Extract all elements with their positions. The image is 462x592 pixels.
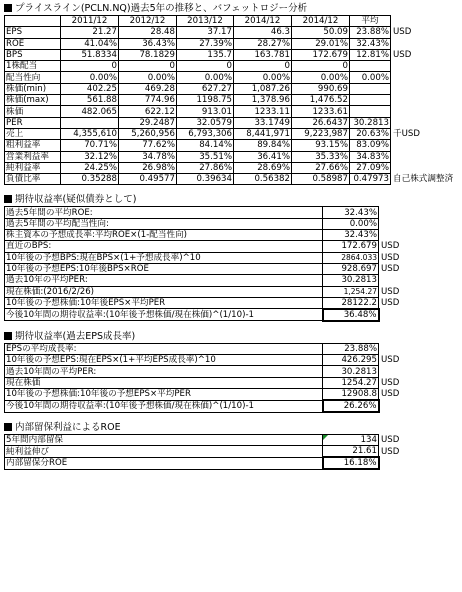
header-cell: 2014/12 [292,16,350,27]
square-bullet-icon [4,423,12,431]
main-table-body [5,27,455,185]
unit-label [379,457,439,469]
row-value: 32.43% [323,207,379,218]
unit-label [391,106,455,117]
table-cell: 0.58987 [292,174,350,185]
unit-label [379,275,439,286]
table-row [5,400,439,412]
unit-label: USD [381,264,400,275]
row-label: 純利益伸び [5,446,323,458]
row-label: 株主資本の予想成長率:平均ROE×(1-配当性向) [5,230,323,241]
row-label: 内部留保分ROE [5,457,323,469]
table-cell: 0 [61,61,119,72]
table-row [5,286,439,297]
table-row [5,128,455,139]
unit-label [391,38,455,49]
table-cell: 26.6437 [292,117,350,128]
table-cell: 36.43% [119,38,177,49]
table-cell: 469.28 [119,83,177,94]
unit-label [379,207,439,218]
unit-label [391,162,455,173]
table-cell: 622.12 [119,106,177,117]
unit-label [391,61,455,72]
table-cell: 5,260,956 [119,128,177,139]
table-cell: 28.69% [234,162,292,173]
table-cell: 1,087.26 [234,83,292,94]
table-cell: 32.43% [350,38,391,49]
row-label: BPS [5,49,61,60]
table-cell: 482.065 [61,106,119,117]
unit-label [379,366,439,377]
row-value: 1254.27 [323,377,379,388]
table-cell: 34.83% [350,151,391,162]
table-cell: 83.09% [350,140,391,151]
table-cell: 9,223,987 [292,128,350,139]
unit-label [391,140,455,151]
table-cell: 0.00% [119,72,177,83]
unit-label: USD [381,252,400,263]
row-label: 10年後の予想株価:10年後の予想EPS×平均PER [5,389,323,401]
unit-label [391,72,455,83]
table-row [5,366,439,377]
table-cell: 28.27% [234,38,292,49]
table-row [5,207,439,218]
table-cell: 135.7 [177,49,234,60]
unit-label [391,95,455,106]
table-cell [350,95,391,106]
table-cell: 1233.61 [292,106,350,117]
table-cell [61,117,119,128]
row-label: 純利益率 [5,162,61,173]
section4-title: 内部留保利益によるROE [4,421,460,434]
row-value: 21.61 [323,446,379,458]
table-cell: 24.25% [61,162,119,173]
table-cell [350,106,391,117]
table-cell: 26.98% [119,162,177,173]
table-cell: 32.0579 [177,117,234,128]
unit-label: USD [393,50,412,61]
table-row [5,241,439,252]
table-cell: 402.25 [61,83,119,94]
table-row [5,95,455,106]
row-value: 36.48% [323,309,379,321]
table-cell: 12.81% [350,49,391,60]
table-cell: 37.17 [177,27,234,38]
table-cell: 0.00% [234,72,292,83]
row-label: 過去10年間の平均PER: [5,366,323,377]
table-row [5,38,455,49]
table-row [5,162,455,173]
table-cell: 23.88% [350,27,391,38]
table-row [5,377,439,388]
square-bullet-icon [4,332,12,340]
unit-label [379,343,439,354]
table-row [5,389,439,401]
table-cell: 84.14% [177,140,234,151]
section3-title: 期待収益率(過去EPS成長率) [4,330,460,343]
unit-label: USD [393,27,412,38]
section4-table [4,434,439,470]
unit-label: 千USD [393,129,420,140]
row-label: 今後10年間の期待収益率:(10年後予想株価/現在株価)^(1/10)-1 [5,309,323,321]
table-row [5,83,455,94]
table-row [5,343,439,354]
table-cell: 70.71% [61,140,119,151]
row-label: 売上 [5,128,61,139]
table-row [5,457,439,469]
table-cell: 30.2813 [350,117,391,128]
row-value: 26.26% [323,400,379,412]
table-row [5,446,439,458]
row-label: 過去10年の平均PER: [5,275,323,286]
row-value: 134 [323,435,379,446]
table-row [5,252,439,263]
row-label: ROE [5,38,61,49]
row-label: 1株配当 [5,61,61,72]
unit-label [379,230,439,241]
table-cell: 163.781 [234,49,292,60]
header-cell: 2013/12 [177,16,234,27]
row-label: 10年後の予想EPS:現在EPS×(1+平均EPS成長率)^10 [5,355,323,366]
table-cell: 28.48 [119,27,177,38]
unit-label: USD [381,446,400,457]
row-label: 株価(max) [5,95,61,106]
table-cell: 77.62% [119,140,177,151]
table-cell: 27.86% [177,162,234,173]
table-row [5,106,455,117]
table-row [5,140,455,151]
row-label: 株価(min) [5,83,61,94]
table-cell: 1,378.96 [234,95,292,106]
row-value: 1,254.27 [323,286,379,297]
unit-label: USD [381,241,400,252]
row-label: 株価 [5,106,61,117]
row-label: EPS [5,27,61,38]
unit-label [379,400,439,412]
table-cell: 0.00% [61,72,119,83]
unit-label: USD [381,286,400,297]
row-label: 今後10年間の期待収益率:(10年後予想株価/現在株価)^(1/10)-1 [5,400,323,412]
table-cell: 627.27 [177,83,234,94]
unit-label [391,83,455,94]
row-label: 現在株価 [5,377,323,388]
table-cell: 561.88 [61,95,119,106]
table-row [5,49,455,60]
row-label: 配当性向 [5,72,61,83]
table-cell: 1,476.52 [292,95,350,106]
table-cell: 34.78% [119,151,177,162]
row-label: 負債比率 [5,174,61,185]
unit-label: USD [381,355,400,366]
table-cell: 29.01% [292,38,350,49]
table-cell: 51.8334 [61,49,119,60]
section2-table [4,206,439,321]
row-value: 172.679 [323,241,379,252]
table-cell: 990.69 [292,83,350,94]
table-row [5,355,439,366]
unit-label [379,218,439,229]
table-cell: 172.679 [292,49,350,60]
table-cell: 41.04% [61,38,119,49]
row-label: 10年後の予想株価:10年後EPS×平均PER [5,297,323,309]
row-value: 12908.8 [323,389,379,401]
table-cell: 20.63% [350,128,391,139]
table-cell: 27.66% [292,162,350,173]
table-cell: 0.49577 [119,174,177,185]
row-value: 30.2813 [323,275,379,286]
table-cell: 0.00% [292,72,350,83]
table-row [5,151,455,162]
table-cell: 0.47973 [350,174,391,185]
square-bullet-icon [4,195,12,203]
section2-title: 期待収益率(疑似債券として) [4,193,460,206]
table-cell: 21.27 [61,27,119,38]
table-cell: 0.39634 [177,174,234,185]
row-label: 過去5年間の平均ROE: [5,207,323,218]
table-cell [350,83,391,94]
table-cell: 29.2487 [119,117,177,128]
table-cell [350,61,391,72]
table-cell: 774.96 [119,95,177,106]
row-value: 426.295 [323,355,379,366]
table-cell: 0 [119,61,177,72]
row-value: 28122.2 [323,297,379,309]
table-cell: 27.09% [350,162,391,173]
row-label: 直近のBPS: [5,241,323,252]
table-row [5,435,439,446]
unit-label: USD [381,435,400,446]
row-value: 30.2813 [323,366,379,377]
header-cell: 2014/12 [234,16,292,27]
table-cell: 32.12% [61,151,119,162]
row-label: 10年後の予想BPS:現在BPS×(1+予想成長率)^10 [5,252,323,263]
table-cell: 8,441,971 [234,128,292,139]
table-cell: 0.00% [177,72,234,83]
unit-label: USD [381,389,400,400]
table-row [5,297,439,309]
row-value: 23.88% [323,343,379,354]
table-cell: 78.1829 [119,49,177,60]
table-cell: 89.84% [234,140,292,151]
table-cell: 1233.11 [234,106,292,117]
table-cell: 0 [234,61,292,72]
row-value: 928.697 [323,263,379,274]
row-label: PER [5,117,61,128]
table-cell: 33.1749 [234,117,292,128]
header-cell: 平均 [350,16,391,27]
table-cell: 6,793,306 [177,128,234,139]
row-value: 2864.033 [323,252,379,263]
table-cell: 913.01 [177,106,234,117]
table-row [5,263,439,274]
section3-table [4,343,439,413]
table-cell: 1198.75 [177,95,234,106]
table-cell: 4,355,610 [61,128,119,139]
unit-label: 自己株式調整済 [393,174,454,185]
table-row [5,72,455,83]
square-bullet-icon [4,4,12,12]
table-row [5,230,439,241]
unit-label: USD [381,377,400,388]
unit-label: USD [381,298,400,309]
row-label: 5年間内部留保 [5,435,323,446]
table-cell: 27.39% [177,38,234,49]
header-cell [5,16,61,27]
table-cell: 0 [177,61,234,72]
table-row [5,174,455,185]
table-cell: 50.09 [292,27,350,38]
table-row [5,27,455,38]
table-row [5,61,455,72]
table-cell: 36.41% [234,151,292,162]
table-cell: 93.15% [292,140,350,151]
row-label: 現在株価:(2016/2/26) [5,286,323,297]
table-row [5,117,455,128]
table-cell: 35.33% [292,151,350,162]
row-value: 0.00% [323,218,379,229]
row-label: EPSの平均成長率: [5,343,323,354]
row-value: 32.43% [323,230,379,241]
table-cell: 0 [292,61,350,72]
table-cell: 46.3 [234,27,292,38]
header-cell: 2012/12 [119,16,177,27]
row-label: 10年後の予想EPS:10年後BPS×ROE [5,263,323,274]
header-cell: 2011/12 [61,16,119,27]
main-table-header [5,16,455,27]
table-row [5,309,439,321]
table-cell: 0.56382 [234,174,292,185]
table-row [5,218,439,229]
table-cell: 35.51% [177,151,234,162]
table-row [5,275,439,286]
table-cell: 0.00% [350,72,391,83]
unit-label [391,117,455,128]
row-value: 16.18% [323,457,379,469]
main-table [4,15,455,185]
row-label: 営業利益率 [5,151,61,162]
unit-label [379,309,439,321]
table-cell: 0.35288 [61,174,119,185]
unit-label [391,151,455,162]
row-label: 粗利益率 [5,140,61,151]
main-table-title: プライスライン(PCLN.NQ)過去5年の推移と、バフェットロジー分析 [4,2,460,15]
row-label: 過去5年間の平均配当性向: [5,218,323,229]
